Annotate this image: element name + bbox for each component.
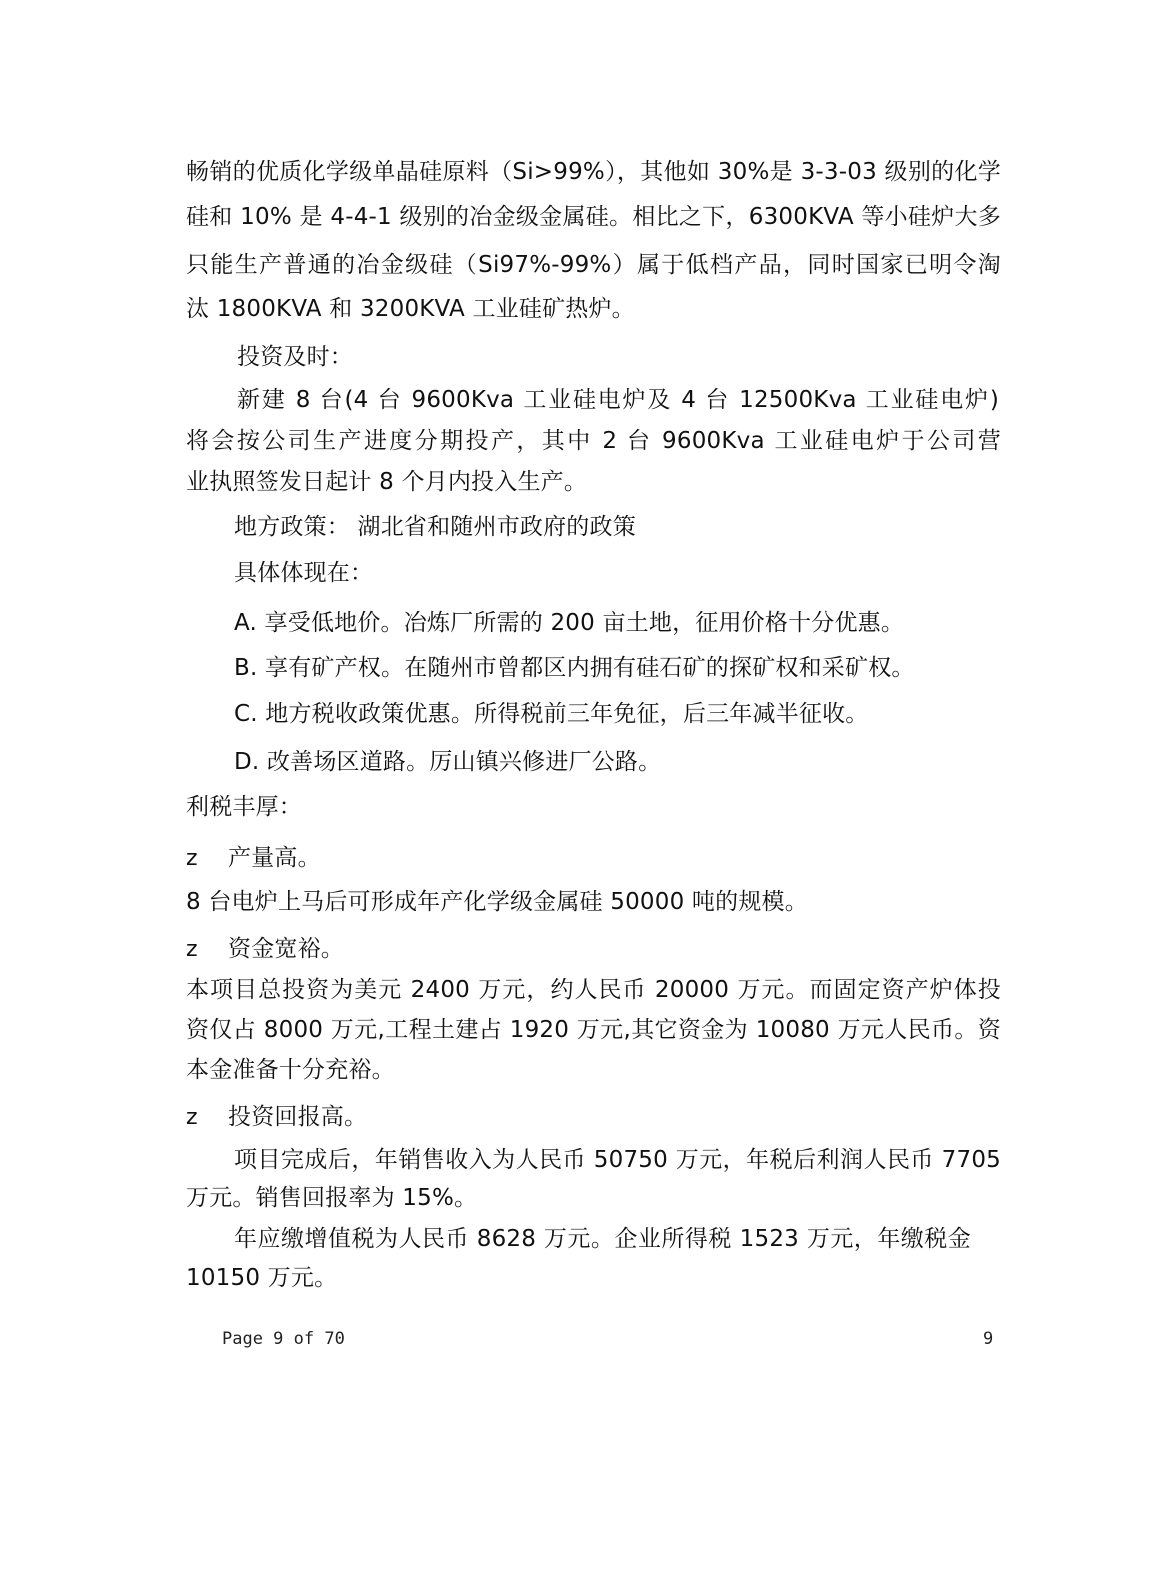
paragraph-line: 硅和 10% 是 4-4-1 级别的冶金级金属硅。相比之下，6300KVA 等小硅炉大多 [186, 204, 1001, 230]
paragraph-line: 年应缴增值税为人民币 8628 万元。企业所得税 1523 万元，年缴税金 [234, 1226, 971, 1252]
paragraph-line: 8 台电炉上马后可形成年产化学级金属硅 50000 吨的规模。 [186, 889, 808, 915]
list-item: D. 改善场区道路。厉山镇兴修进厂公路。 [234, 749, 662, 775]
bullet-icon: z [186, 1105, 198, 1130]
bullet-item [186, 1097, 367, 1138]
list-item: C. 地方税收政策优惠。所得税前三年免征，后三年减半征收。 [234, 701, 869, 727]
bullet-icon: z [186, 937, 198, 962]
bullet-label: 资金宽裕。 [228, 936, 344, 962]
section-heading: 投资及时： [237, 344, 353, 370]
list-item: A. 享受低地价。冶炼厂所需的 200 亩土地，征用价格十分优惠。 [234, 610, 905, 636]
paragraph-line: 新建 8 台(4 台 9600Kva 工业硅电炉及 4 台 12500Kva 工业硅电炉) [237, 387, 999, 413]
paragraph-line: 畅销的优质化学级单晶硅原料（Si>99%），其他如 30%是 3-3-03 级别的化学 [186, 159, 1001, 185]
paragraph-line: 业执照签发日起计 8 个月内投入生产。 [186, 469, 588, 495]
bullet-item [186, 838, 321, 879]
paragraph-line: 具体体现在： [234, 560, 374, 586]
paragraph-line: 汰 1800KVA 和 3200KVA 工业硅矿热炉。 [186, 296, 635, 322]
bullet-item [186, 929, 344, 970]
paragraph-line: 将会按公司生产进度分期投产，其中 2 台 9600Kva 工业硅电炉于公司营 [186, 428, 1001, 454]
list-item: B. 享有矿产权。在随州市曾都区内拥有硅石矿的探矿权和采矿权。 [234, 655, 915, 681]
section-heading: 利税丰厚： [186, 794, 302, 820]
bullet-icon: z [186, 846, 198, 871]
paragraph-line: 10150 万元。 [186, 1265, 338, 1291]
paragraph-line: 资仅占 8000 万元,工程土建占 1920 万元,其它资金为 10080 万元人民币。资 [186, 1017, 1001, 1043]
paragraph-line: 本项目总投资为美元 2400 万元，约人民币 20000 万元。而固定资产炉体投 [186, 977, 1001, 1003]
footer-page-number: 9 [983, 1329, 994, 1349]
paragraph-line: 项目完成后，年销售收入为人民币 50750 万元，年税后利润人民币 7705 [234, 1147, 1001, 1173]
footer-page-label: Page 9 of 70 [222, 1329, 345, 1349]
bullet-label: 产量高。 [228, 845, 321, 871]
section-heading: 地方政策： 湖北省和随州市政府的政策 [234, 514, 636, 540]
paragraph-line: 万元。销售回报率为 15%。 [186, 1185, 478, 1211]
paragraph-line: 本金准备十分充裕。 [186, 1057, 395, 1083]
bullet-label: 投资回报高。 [228, 1104, 368, 1130]
paragraph-line: 只能生产普通的冶金级硅（Si97%-99%）属于低档产品，同时国家已明令淘 [186, 252, 1001, 278]
